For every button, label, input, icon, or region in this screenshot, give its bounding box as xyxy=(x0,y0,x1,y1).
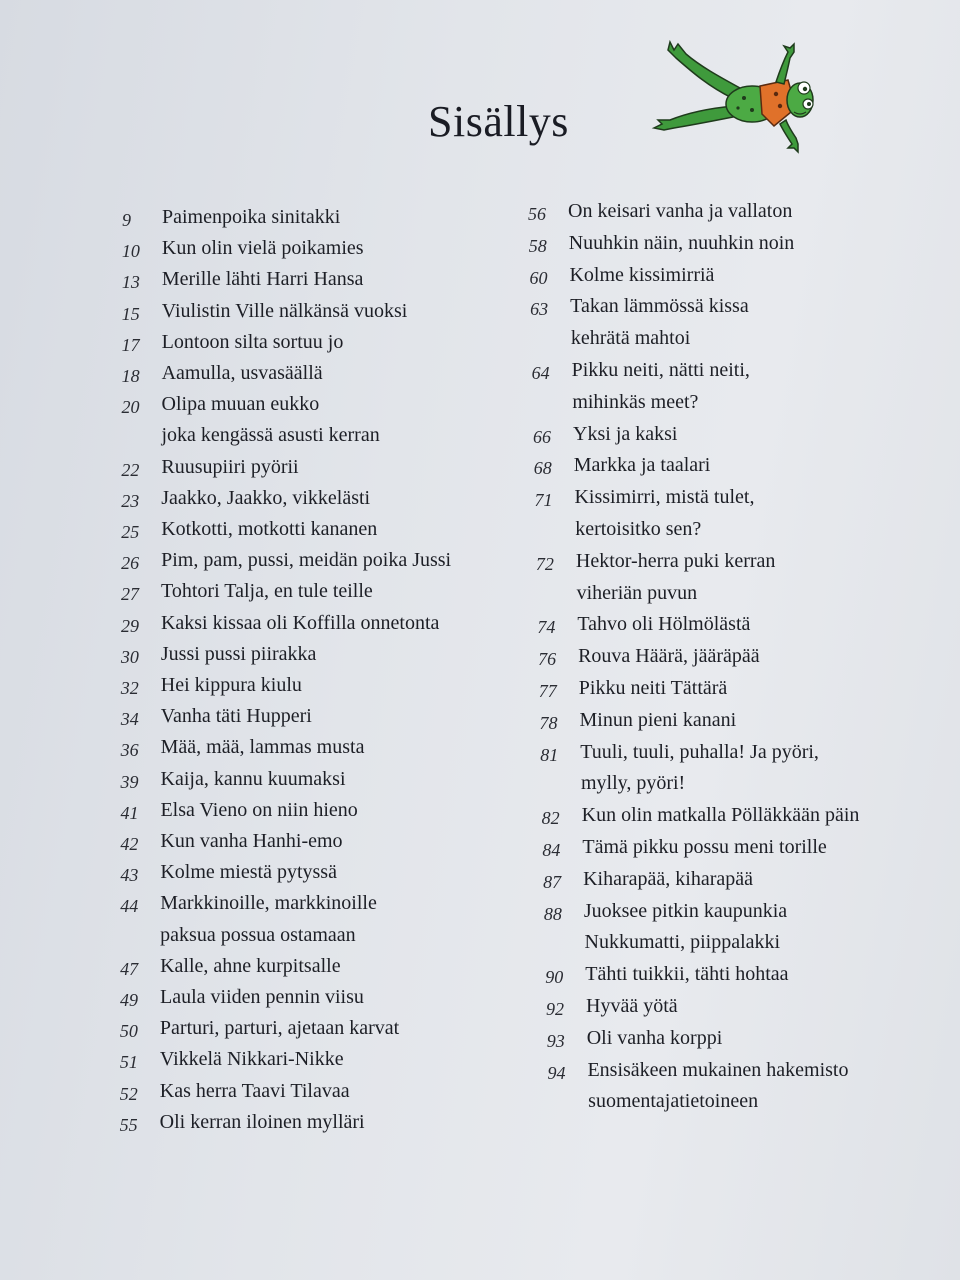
toc-page-number: 51 xyxy=(119,1052,138,1073)
toc-page-number: 84 xyxy=(542,840,561,860)
toc-entry-title: Merille lähti Harri Hansa xyxy=(161,268,364,291)
toc-entry-title: Mää, mää, lammas musta xyxy=(160,736,365,759)
toc-entry-title: Kun vanha Hanhi-emo xyxy=(160,830,343,852)
toc-entry-title: Elsa Vieno on niin hieno xyxy=(160,798,358,821)
toc-page-number: 50 xyxy=(119,1021,138,1042)
toc-entry-title: Oli kerran iloinen mylläri xyxy=(159,1110,365,1133)
toc-page-number: 90 xyxy=(545,967,564,988)
toc-entry-title: Viulistin Ville nälkänsä vuoksi xyxy=(161,299,408,322)
toc-page-number: 72 xyxy=(535,553,554,574)
toc-page-number: 58 xyxy=(528,235,547,256)
toc-page-number: 49 xyxy=(120,990,138,1010)
toc-page-number: 43 xyxy=(120,865,139,886)
toc-page-number: 52 xyxy=(119,1083,138,1104)
toc-entry-title-continued: mihinkäs meet? xyxy=(572,390,699,413)
toc-entry-title: Pikku neiti Tättärä xyxy=(578,677,728,699)
frog-illustration-icon xyxy=(648,36,818,154)
toc-entry-title: Laula viiden pennin viisu xyxy=(160,986,364,1008)
toc-entry-title: Parturi, parturi, ajetaan karvat xyxy=(159,1017,400,1040)
toc-page-number: 15 xyxy=(121,303,140,324)
toc-entry-title: Jussi pussi piirakka xyxy=(160,642,317,665)
toc-page-number: 25 xyxy=(121,522,140,542)
toc-entry-title: Nuuhkin näin, nuuhkin noin xyxy=(568,231,795,254)
toc-page-number: 13 xyxy=(121,272,140,293)
toc-entry-title: Rouva Häärä, jääräpää xyxy=(578,645,760,668)
toc-page-number: 88 xyxy=(543,903,562,924)
toc-page-number: 9 xyxy=(122,210,131,230)
toc-page-number: 10 xyxy=(121,241,140,262)
page-title: Sisällys xyxy=(428,97,569,146)
toc-page-number: 66 xyxy=(533,426,552,447)
toc-entry-title-continued: suomentajatietoineen xyxy=(588,1090,759,1113)
toc-page-number: 41 xyxy=(120,802,139,823)
toc-page-number: 71 xyxy=(534,490,553,511)
toc-page-number: 94 xyxy=(547,1062,566,1083)
toc-entry-title: Yksi ja kaksi xyxy=(573,422,678,445)
toc-entry-title-continued: mylly, pyöri! xyxy=(580,772,686,795)
toc-entry-title: Tahvo oli Hölmölästä xyxy=(577,613,751,636)
toc-page-number: 92 xyxy=(546,999,564,1019)
toc-entry-title: Oli vanha korppi xyxy=(586,1026,723,1049)
toc-page-number: 17 xyxy=(121,334,140,355)
toc-page-number: 63 xyxy=(530,299,549,320)
toc-page-number: 23 xyxy=(121,490,140,511)
toc-page-number: 30 xyxy=(120,646,139,667)
toc-entry-title: Vikkelä Nikkari-Nikke xyxy=(159,1048,344,1071)
toc-entry-title: On keisari vanha ja vallaton xyxy=(568,200,793,222)
toc-page-number: 93 xyxy=(546,1030,565,1051)
toc-entry-title: Pim, pam, pussi, meidän poika Jussi xyxy=(161,549,452,572)
toc-entry-title: Lontoon silta sortuu jo xyxy=(161,330,344,353)
toc-entry-title: Aamulla, usvasäällä xyxy=(161,362,323,384)
toc-entry-title: Hei kippura kiulu xyxy=(160,674,302,696)
toc-entry-title: Kissimirri, mistä tulet, xyxy=(574,486,755,509)
toc-page-number: 68 xyxy=(533,458,552,479)
toc-entry-title: Ruusupiiri pyörii xyxy=(161,455,299,478)
toc-entry-title-continued: viheriän puvun xyxy=(576,581,698,604)
toc-page-number: 27 xyxy=(121,584,140,605)
toc-entry-title: Jaakko, Jaakko, vikkelästi xyxy=(161,486,371,509)
toc-entry-title-continued: Nukkumatti, piippalakki xyxy=(584,931,781,954)
toc-entry-title: Ensisäkeen mukainen hakemisto xyxy=(587,1058,849,1081)
toc-page-number: 39 xyxy=(120,771,139,792)
toc-entry-title: Kolme miestä pytyssä xyxy=(160,861,337,884)
toc-entry-title: Kun olin matkalla Pölläkkään päin xyxy=(581,804,860,827)
toc-page-number: 74 xyxy=(537,617,556,638)
toc-entry-title: Kolme kissimirriä xyxy=(569,263,715,286)
toc-page-number: 29 xyxy=(120,615,139,636)
toc-page-number: 77 xyxy=(538,681,557,701)
toc-page-number: 22 xyxy=(121,459,140,480)
toc-entry-title: Takan lämmössä kissa xyxy=(570,295,749,318)
toc-page-number: 81 xyxy=(540,744,559,765)
toc-entry-title-continued: kehrätä mahtoi xyxy=(570,327,691,350)
toc-entry-title: Kalle, ahne kurpitsalle xyxy=(160,954,341,977)
toc-entry-title: Markkinoille, markkinoille xyxy=(160,892,377,915)
toc-page-number: 55 xyxy=(119,1114,138,1135)
toc-page-number: 82 xyxy=(541,808,560,829)
toc-entry-title: Paimenpoika sinitakki xyxy=(162,206,341,228)
toc-entry-title: Kun olin vielä poikamies xyxy=(161,237,364,260)
toc-page-number: 64 xyxy=(531,363,550,383)
toc-page-number: 76 xyxy=(538,649,557,670)
toc-entry-title: Minun pieni kanani xyxy=(579,708,737,731)
toc-entry-title-continued: paksua possua ostamaan xyxy=(160,923,356,946)
toc-entry-title: Kiharapää, kiharapää xyxy=(583,867,754,890)
toc-entry-title: Juoksee pitkin kaupunkia xyxy=(583,899,788,922)
toc-entry-title: Hyvää yötä xyxy=(586,995,678,1017)
toc-entry-title: Kaksi kissaa oli Koffilla onnetonta xyxy=(160,611,440,634)
toc-page-number: 87 xyxy=(543,871,562,892)
toc-entry-title: Tohtori Talja, en tule teille xyxy=(161,580,373,603)
toc-entry-title: Kas herra Taavi Tilavaa xyxy=(159,1079,350,1102)
toc-entry-title: Hektor-herra puki kerran xyxy=(575,549,776,572)
toc-page-number: 44 xyxy=(120,896,139,917)
toc-entry-title: Tuuli, tuuli, puhalla! Ja pyöri, xyxy=(580,740,819,763)
toc-page-number: 26 xyxy=(121,553,140,574)
toc-page-number: 18 xyxy=(121,366,140,386)
toc-page-number: 42 xyxy=(120,834,139,854)
toc-entry-title: Markka ja taalari xyxy=(573,454,711,477)
toc-page-number: 47 xyxy=(120,958,139,979)
toc-page-number: 20 xyxy=(121,397,140,418)
toc-entry-title: Olipa muuan eukko xyxy=(161,393,320,416)
toc-entry-title-continued: joka kengässä asusti kerran xyxy=(161,424,380,447)
toc-page-number: 32 xyxy=(120,678,139,698)
toc-entry-title-continued: kertoisitko sen? xyxy=(575,517,702,540)
toc-entry-title: Pikku neiti, nätti neiti, xyxy=(571,359,750,381)
toc-entry-title: Tähti tuikkii, tähti hohtaa xyxy=(585,963,789,986)
toc-page-number: 60 xyxy=(529,267,548,288)
toc-page-number: 56 xyxy=(528,204,546,224)
toc-page-number: 36 xyxy=(120,740,139,761)
toc-entry-title: Kaija, kannu kuumaksi xyxy=(160,767,346,790)
toc-page-number: 34 xyxy=(120,709,139,730)
toc-page-number: 78 xyxy=(539,712,558,733)
toc-entry-title: Tämä pikku possu meni torille xyxy=(582,836,827,858)
toc-entry-title: Kotkotti, motkotti kananen xyxy=(161,518,378,540)
toc-entry-title: Vanha täti Hupperi xyxy=(160,705,312,728)
